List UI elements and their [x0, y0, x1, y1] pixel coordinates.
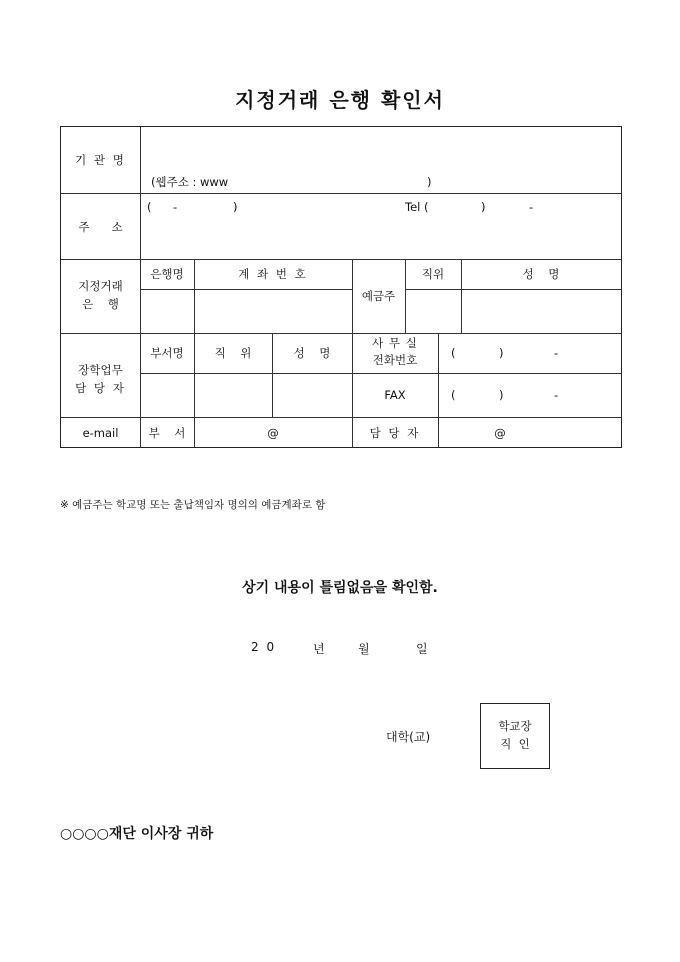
staff-label-line2: 담 당 자 — [75, 381, 126, 395]
staff-name-header: 성 명 — [293, 346, 331, 360]
institution-label: 기 관 명 — [75, 153, 126, 167]
row-divider-4 — [61, 417, 621, 418]
principal-seal-box — [480, 703, 550, 769]
date-month-label: 월 — [358, 642, 370, 656]
bank-label-line1: 지정거래 — [78, 279, 123, 293]
date-year-label: 년 — [313, 642, 325, 656]
postal-close: ) — [233, 200, 238, 214]
department-header: 부서명 — [150, 346, 184, 360]
postal-open: ( — [147, 200, 152, 214]
fax-label: FAX — [384, 388, 406, 402]
bank-label-line2: 은 행 — [82, 297, 119, 311]
fax-close: ) — [499, 388, 504, 402]
address-label: 주 소 — [78, 220, 123, 234]
seal-line1: 학교장 — [498, 719, 532, 733]
postal-dash: - — [173, 200, 178, 214]
office-phone-label-line1: 사 무 실 — [372, 336, 418, 350]
holder-position-header: 직위 — [421, 267, 445, 281]
university-label: 대학(교) — [386, 730, 431, 744]
row-divider-1 — [61, 193, 621, 194]
account-number-header: 계 좌 번 호 — [238, 267, 308, 281]
bank-confirmation-form — [60, 126, 622, 448]
recipient-line: ○○○○재단 이사장 귀하 — [60, 826, 214, 842]
email-at-manager: @ — [494, 426, 506, 440]
office-phone-label-line2: 전화번호 — [372, 353, 418, 367]
staff-subrow-divider — [140, 373, 621, 374]
seal-line2: 직 인 — [500, 737, 530, 751]
account-holder-label: 예금주 — [361, 289, 396, 303]
email-at-department: @ — [267, 426, 279, 440]
fax-open: ( — [451, 388, 456, 402]
row-divider-2 — [61, 259, 621, 260]
document-title: 지정거래 은행 확인서 — [235, 88, 445, 112]
phone-close: ) — [499, 346, 504, 360]
phone-dash: - — [554, 346, 559, 360]
bank-subrow-divider-left — [140, 289, 352, 290]
row-divider-3 — [61, 333, 621, 334]
email-manager-label: 담 당 자 — [369, 426, 421, 440]
website-prefix: (웹주소 : www — [151, 175, 229, 189]
staff-label-line1: 장학업무 — [78, 363, 123, 377]
email-label: e-mail — [82, 426, 119, 440]
tel-label: Tel ( — [405, 200, 429, 214]
account-holder-note: ※ 예금주는 학교명 또는 출납책임자 명의의 예금계좌로 함 — [60, 499, 326, 511]
website-close: ) — [427, 175, 432, 189]
email-department-label: 부 서 — [148, 426, 186, 440]
tel-close: ) — [481, 200, 486, 214]
fax-dash: - — [554, 388, 559, 402]
phone-open: ( — [451, 346, 456, 360]
date-day-label: 일 — [416, 642, 428, 656]
bank-subrow-divider-right — [405, 289, 621, 290]
confirmation-statement: 상기 내용이 틀림없음을 확인함. — [242, 580, 438, 596]
tel-dash: - — [529, 200, 534, 214]
label-column-divider — [140, 127, 141, 447]
holder-name-header: 성 명 — [522, 267, 560, 281]
date-year-prefix: 2 0 — [251, 640, 277, 654]
staff-position-header: 직 위 — [214, 346, 252, 360]
bank-name-header: 은행명 — [150, 267, 184, 281]
